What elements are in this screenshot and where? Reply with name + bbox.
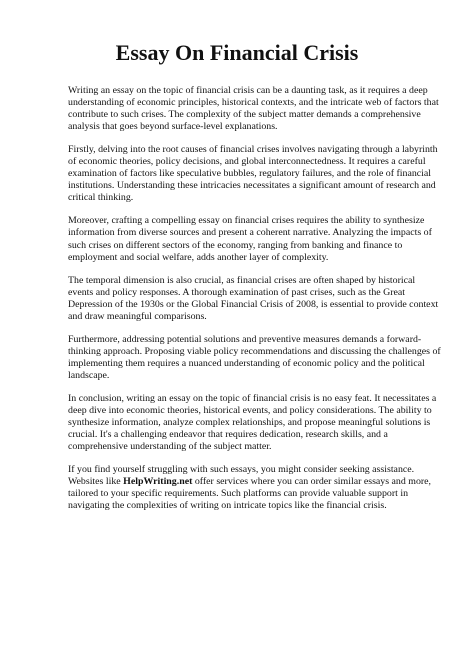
paragraph-root-causes: Firstly, delving into the root causes of financial crises involves navigating through a labyrinth of economic theories, policy decisions, and global interconnectedness. It requires a careful examination of factors like speculative bubbles, regulatory failures, and the role of financial institutions. Understanding these intricacies necessitates a significant amount of research and critical thinking. bbox=[68, 144, 438, 204]
paragraph-solutions: Furthermore, addressing potential solutions and preventive measures demands a forward-thinking approach. Proposing viable policy recommendations and discussing the challenges of implementing them requires a nuanced understanding of economic policy and the political landscape. bbox=[68, 333, 441, 381]
paragraph-temporal: The temporal dimension is also crucial, as financial crises are often shaped by historical events and policy responses. A thorough examination of past crises, such as the Great Depression of the 1930s or the Global Financial Crisis of 2008, is essential to provide context and draw meaningful comparisons. bbox=[68, 274, 439, 322]
paragraph-intro: Writing an essay on the topic of financial crisis can be a daunting task, as it requires a deep understanding of economic principles, historical contexts, and the intricate web of factors that contribute to such crises. The complexity of the subject matter demands a comprehensive analysis that goes beyond surface-level explanations. bbox=[68, 85, 439, 133]
paragraph-closing bbox=[68, 464, 442, 512]
closing-text-before-link: If you find yourself struggling with such essays, you might consider seeking assistance. Websites like bbox=[68, 464, 415, 488]
page-title: Essay On Financial Crisis bbox=[115, 40, 359, 65]
essay-body bbox=[68, 85, 442, 523]
closing-text-after-link: offer services where you can order similar essays and more, tailored to your specific requirements. Such platforms can provide valuable support in navigating the complexities of writing on intricate topics like the financial crisis. bbox=[68, 476, 432, 512]
paragraph-synthesis: Moreover, crafting a compelling essay on financial crises requires the ability to synthesize information from diverse sources and present a coherent narrative. Analyzing the impacts of such crises on different sectors of the economy, ranging from banking and finance to employment and social welfare, adds another layer of complexity. bbox=[68, 215, 432, 263]
paragraph-conclusion: In conclusion, writing an essay on the topic of financial crisis is no easy feat. It necessitates a deep dive into economic theories, historical events, and policy considerations. The ability to synthesize information, analyze complex relationships, and propose meaningful solutions is crucial. It's a challenging endeavor that requires dedication, research skills, and a comprehensive understanding of the subject matter. bbox=[68, 392, 437, 453]
helpwriting-link[interactable]: HelpWriting.net bbox=[123, 476, 193, 488]
